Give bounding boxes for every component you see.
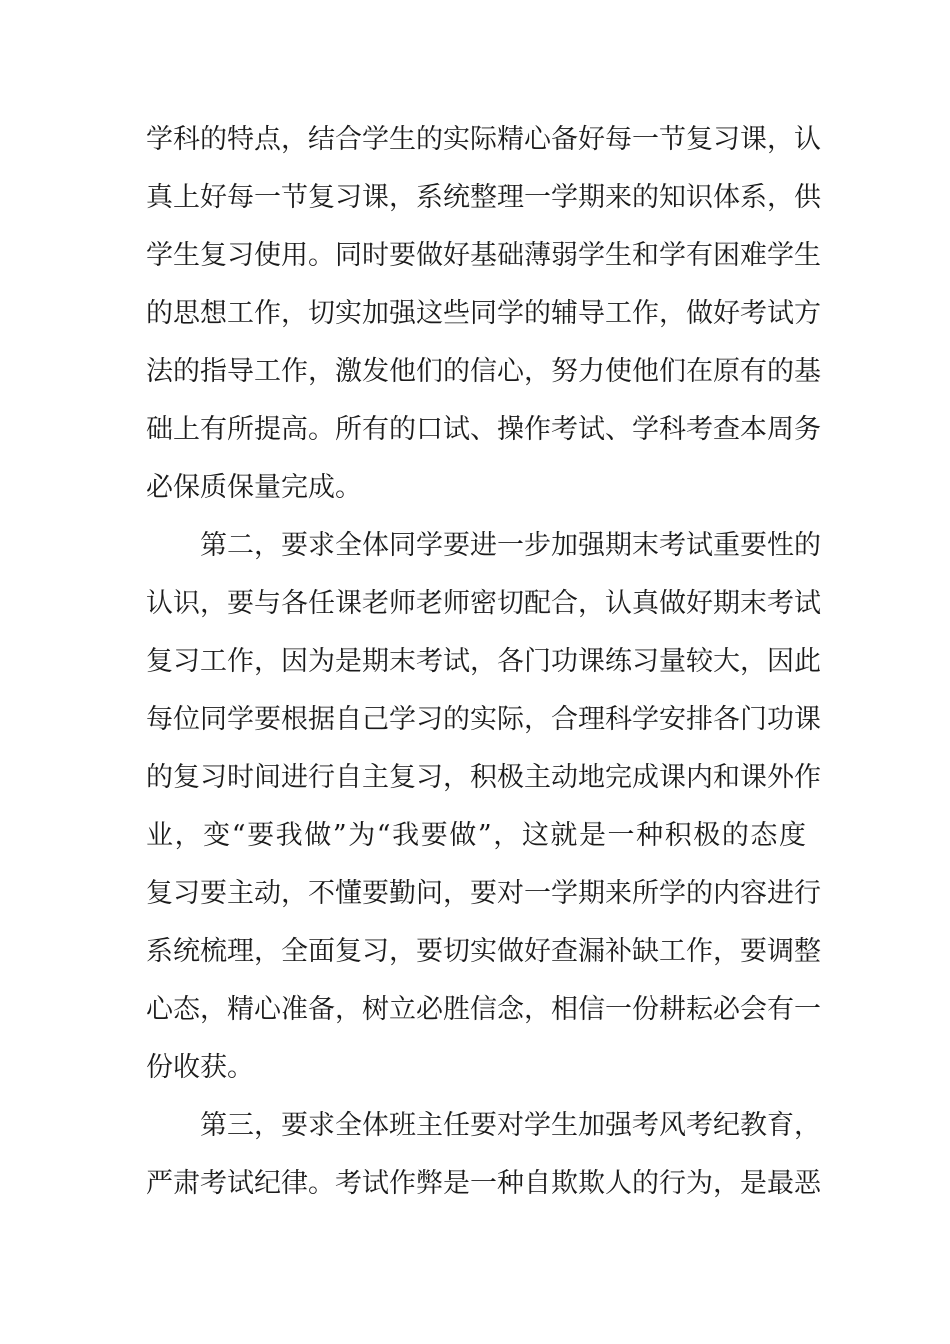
- text-line: 心态，精心准备，树立必胜信念，相信一份耕耘必会有一: [146, 994, 821, 1025]
- text-line: 系统梳理，全面复习，要切实做好查漏补缺工作，要调整: [146, 936, 821, 967]
- text-line: 份收获。: [146, 1052, 254, 1083]
- text-line: 的思想工作，切实加强这些同学的辅导工作，做好考试方: [146, 298, 821, 329]
- text-line: 复习要主动，不懂要勤问，要对一学期来所学的内容进行: [146, 878, 821, 909]
- text-line: 严肃考试纪律。考试作弊是一种自欺欺人的行为，是最恶: [146, 1168, 821, 1199]
- text-line: 每位同学要根据自己学习的实际，合理科学安排各门功课: [146, 704, 821, 735]
- text-line: 必保质保量完成。: [146, 472, 362, 503]
- text-line: 的复习时间进行自主复习，积极主动地完成课内和课外作: [146, 762, 821, 793]
- paragraph-first-line: 第三，要求全体班主任要对学生加强考风考纪教育，: [200, 1110, 821, 1141]
- text-line: 学科的特点，结合学生的实际精心备好每一节复习课，认: [146, 124, 821, 155]
- text-line: 础上有所提高。所有的口试、操作考试、学科考查本周务: [146, 414, 821, 445]
- text-line: 认识，要与各任课老师老师密切配合，认真做好期末考试: [146, 588, 821, 619]
- text-line: 真上好每一节复习课，系统整理一学期来的知识体系，供: [146, 182, 821, 213]
- paragraph-first-line: 第二，要求全体同学要进一步加强期末考试重要性的: [200, 530, 821, 561]
- text-line: 复习工作，因为是期末考试，各门功课练习量较大，因此: [146, 646, 821, 677]
- text-line: 法的指导工作，激发他们的信心，努力使他们在原有的基: [146, 356, 821, 387]
- text-line: 业，变“要我做”为“我要做”，这就是一种积极的态度: [146, 820, 806, 851]
- text-line: 学生复习使用。同时要做好基础薄弱学生和学有困难学生: [146, 240, 821, 271]
